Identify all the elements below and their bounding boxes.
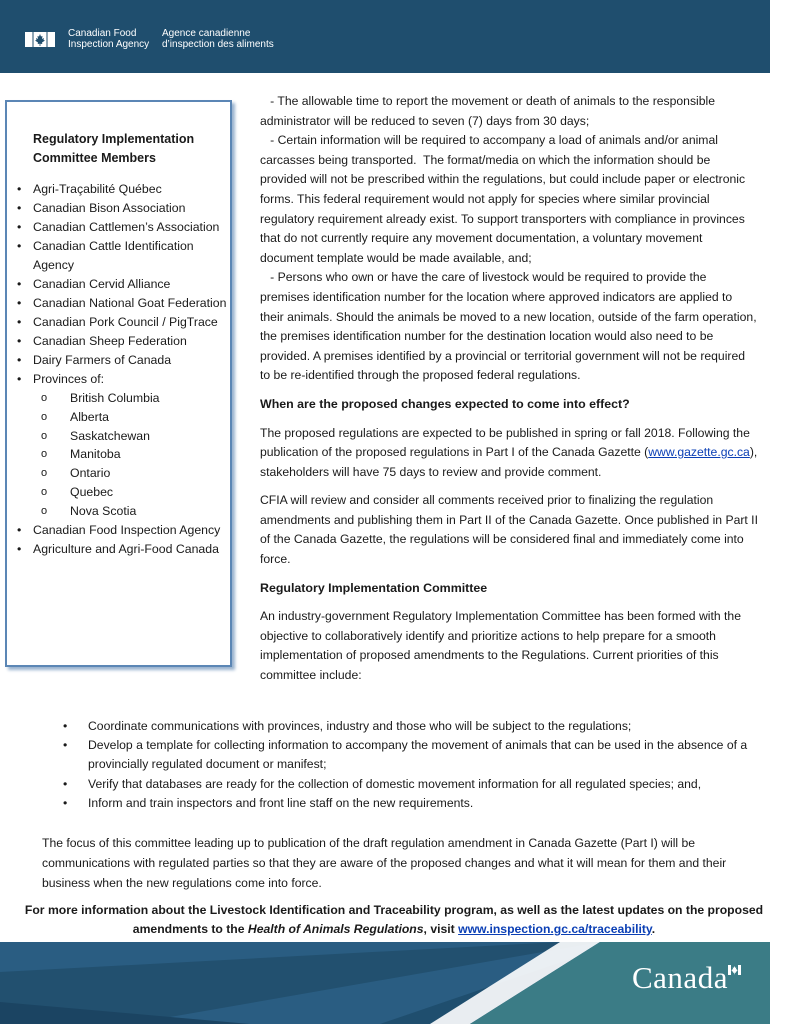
member-item: • Canadian Bison Association <box>13 199 228 218</box>
agency-name-french <box>162 28 274 50</box>
member-item: • Canadian Cervid Alliance <box>13 275 228 294</box>
member-item: • Canadian Pork Council / PigTrace <box>13 313 228 332</box>
province-list <box>33 389 228 521</box>
province-item: o Saskatchewan <box>33 427 228 446</box>
note-text-before: For more information about the Livestock Identification and Traceability program, as well as the latest updates on the proposed amendments to the <box>24 903 764 936</box>
canada-flag-icon <box>25 32 55 47</box>
gazette-link[interactable]: www.gazette.gc.ca <box>648 445 750 460</box>
member-item: • Canadian Cattle Identification Agency <box>13 237 228 275</box>
province-item: o British Columbia <box>33 389 228 408</box>
sidebar-title-line1: Regulatory Implementation <box>33 132 195 146</box>
member-item: • Canadian National Goat Federation <box>13 294 228 313</box>
paragraph-committee-focus: The focus of this committee leading up to publication of the draft regulation amendment in Canada Gazette (Part I) will be communications with regulated parties so that they are aware of the proposed changes and what it will mean for them and their business when the new regulations come into force. <box>42 836 727 890</box>
traceability-link[interactable]: www.inspection.gc.ca/traceability <box>458 922 652 936</box>
province-item: o Ontario <box>33 464 228 483</box>
member-item: • Canadian Sheep Federation <box>13 332 228 351</box>
heading-committee: Regulatory Implementation Committee <box>260 580 488 595</box>
header-band <box>0 0 770 73</box>
priority-item: • Verify that databases are ready for the collection of domestic movement information for all regulated species; and, <box>60 775 755 794</box>
member-item-provinces <box>13 370 228 521</box>
publication-text-after: ), stakeholders will have 75 days to review and provide comment. <box>260 445 758 479</box>
paragraph-reporting-time: - The allowable time to report the movement or death of animals to the responsible administrator will be reduced to seven (7) days from 30 days; <box>260 94 719 128</box>
agency-fr-line1: Agence canadienne <box>162 28 251 39</box>
provinces-label: Provinces of: <box>33 372 105 386</box>
committee-priorities-list <box>60 717 755 813</box>
note-text-middle: , visit <box>423 922 459 936</box>
province-item: o Alberta <box>33 408 228 427</box>
canada-wordmark: Canada <box>632 960 728 995</box>
main-content <box>260 92 758 686</box>
member-item: • Canadian Food Inspection Agency <box>13 521 228 540</box>
priority-item: • Inform and train inspectors and front line staff on the new requirements. <box>60 794 755 813</box>
agency-name-english <box>68 28 149 50</box>
sidebar-title-line2: Committee Members <box>33 151 156 165</box>
agency-en-line1: Canadian Food <box>68 28 137 39</box>
paragraph-information-required: - Certain information will be required to accompany a load of animals and/or animal carcasses being transported. The format/media on which the information should be provided will not be prescribed within the regulations, but could include paper or electronic forms. This federal requirement would not apply for species where similar provincial regulatory requirement already exist. To support transporters with compliance in provinces that do not currently require any movement documentation, a voluntary movement document template would be made available, and; <box>260 133 749 265</box>
province-item: o Manitoba <box>33 445 228 464</box>
member-item: • Dairy Farmers of Canada <box>13 351 228 370</box>
agency-en-line2: Inspection Agency <box>68 39 150 50</box>
member-item: • Canadian Cattlemen’s Association <box>13 218 228 237</box>
heading-effective-date: When are the proposed changes expected to come into effect? <box>260 396 630 411</box>
sidebar-title <box>33 130 213 168</box>
member-list <box>13 180 228 559</box>
agency-fr-line2: d’inspection des aliments <box>162 39 274 50</box>
province-item: o Nova Scotia <box>33 502 228 521</box>
canada-wordmark-flag-icon <box>728 965 741 975</box>
paragraph-cfia-review: CFIA will review and consider all comments received prior to finalizing the regulation amendments and publishing them in Part II of the Canada Gazette. Once published in Part II of the Canada Gazette, the regulations will be considered final and immediately come into force. <box>260 493 758 567</box>
more-information-note <box>10 901 778 939</box>
member-item: • Agriculture and Agri-Food Canada <box>13 540 228 559</box>
member-item: • Agri-Traçabilité Québec <box>13 180 228 199</box>
paragraph-committee-objective: An industry-government Regulatory Implementation Committee has been formed with the objective to collaboratively identify and prioritize actions to help prepare for a smooth implementation of proposed amendments to the Regulations. Current priorities of this committee include: <box>260 609 741 683</box>
committee-members-sidebar <box>5 100 232 667</box>
paragraph-publication <box>260 424 758 483</box>
province-item: o Quebec <box>33 483 228 502</box>
priority-item: • Coordinate communications with provinces, industry and those who will be subject to the regulations; <box>60 717 755 736</box>
publication-text-before: The proposed regulations are expected to be published in spring or fall 2018. Following the publication of the proposed regulations in Part I of the Canada Gazette ( <box>260 425 750 460</box>
note-italic-title: Health of Animals Regulations <box>247 922 424 936</box>
note-text-after: . <box>651 922 656 936</box>
paragraph-premises-id: - Persons who own or have the care of livestock would be required to provide the premises identification number for the location where approved indicators are applied to their animals. Should the animals be moved to a new location, outside of the farm operation, the premises identification number for the destination location would also need to be provided. A premises identified by a provincial or territorial government will not be required to be re-identified through the proposed federal regulations. <box>260 270 760 383</box>
priority-item: • Develop a template for collecting information to accompany the movement of animals that can be used in the absence of a provincially regulated document or manifest; <box>60 736 755 774</box>
